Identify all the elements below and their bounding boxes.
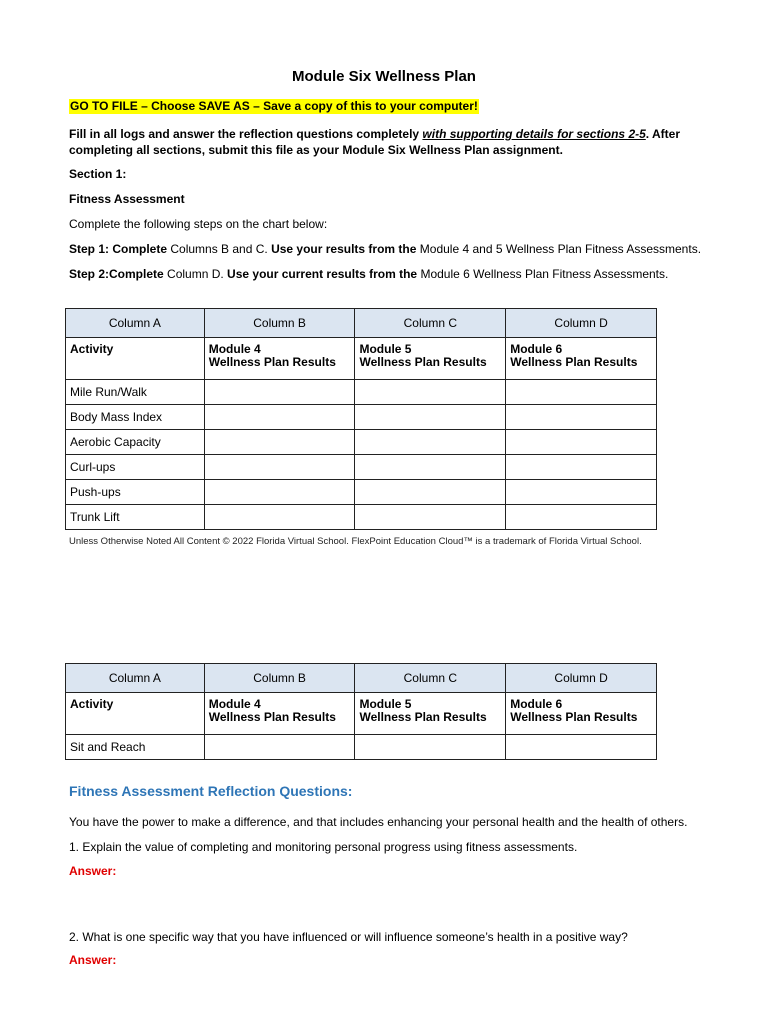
subheader-module-6-title: Module 6 bbox=[510, 342, 563, 356]
module-5-result-cell[interactable] bbox=[355, 430, 506, 455]
question-2: 2. What is one specific way that you have influenced or will influence someone’s health in a positive way? bbox=[69, 930, 628, 944]
instructions-part1: Fill in all logs and answer the reflection questions completely bbox=[69, 127, 423, 141]
subsection-label: Fitness Assessment bbox=[69, 192, 185, 206]
table-row bbox=[66, 430, 657, 455]
table-row bbox=[66, 505, 657, 530]
module-6-result-cell[interactable] bbox=[506, 735, 657, 760]
instructions bbox=[69, 126, 709, 158]
module-5-result-cell[interactable] bbox=[355, 480, 506, 505]
subheader-module-4 bbox=[204, 693, 355, 735]
activity-label: Push-ups bbox=[66, 480, 205, 505]
subheader-module-4-title: Module 4 bbox=[208, 342, 261, 356]
step-2-bold: Use your current results from the bbox=[227, 267, 418, 281]
step-2 bbox=[69, 266, 709, 282]
subheader-module-5-caption: Wellness Plan Results bbox=[359, 355, 487, 369]
activity-label: Sit and Reach bbox=[66, 735, 205, 760]
module-6-result-cell[interactable] bbox=[506, 480, 657, 505]
answer-2-label: Answer: bbox=[69, 953, 117, 967]
save-notice: GO TO FILE – Choose SAVE AS – Save a copy of this to your computer! bbox=[70, 99, 478, 113]
instructions-part2: . After completing all sections, submit this file as your Module Six Wellness Plan assignment. bbox=[69, 127, 681, 157]
activity-label: Aerobic Capacity bbox=[66, 430, 205, 455]
question-1: 1. Explain the value of completing and monitoring personal progress using fitness assessments. bbox=[69, 840, 578, 854]
module-4-result-cell[interactable] bbox=[204, 430, 355, 455]
subheader-module-6 bbox=[506, 338, 657, 380]
module-5-result-cell[interactable] bbox=[355, 380, 506, 405]
header-column-c: Column C bbox=[355, 309, 506, 338]
subheader-activity: Activity bbox=[66, 693, 205, 735]
table-subheader-row bbox=[66, 693, 657, 735]
instructions-emphasis: with supporting details for sections 2-5 bbox=[422, 127, 646, 141]
activity-label: Body Mass Index bbox=[66, 405, 205, 430]
subheader-module-4-caption: Wellness Plan Results bbox=[208, 710, 336, 724]
step-1-bold: Use your results from the bbox=[271, 242, 417, 256]
header-column-a: Column A bbox=[66, 309, 205, 338]
module-6-result-cell[interactable] bbox=[506, 405, 657, 430]
copyright-footer: Unless Otherwise Noted All Content © 2022 Florida Virtual School. FlexPoint Education Cloud™ is a trademark of Florida Virtual School. bbox=[69, 536, 642, 547]
module-4-result-cell[interactable] bbox=[204, 735, 355, 760]
activity-label: Trunk Lift bbox=[66, 505, 205, 530]
step-1-lead: Step 1: Complete bbox=[69, 242, 168, 256]
module-6-result-cell[interactable] bbox=[506, 505, 657, 530]
step-2-text1: Column D. bbox=[163, 267, 228, 281]
module-5-result-cell[interactable] bbox=[355, 735, 506, 760]
table-row bbox=[66, 455, 657, 480]
table-header-row bbox=[66, 309, 657, 338]
subheader-module-6 bbox=[506, 693, 657, 735]
reflection-heading: Fitness Assessment Reflection Questions: bbox=[69, 783, 353, 799]
subheader-module-6-title: Module 6 bbox=[510, 697, 563, 711]
subheader-module-5 bbox=[355, 693, 506, 735]
header-column-b: Column B bbox=[204, 309, 355, 338]
header-column-a: Column A bbox=[66, 664, 205, 693]
table-row bbox=[66, 735, 657, 760]
module-6-result-cell[interactable] bbox=[506, 455, 657, 480]
header-column-b: Column B bbox=[204, 664, 355, 693]
section-label: Section 1: bbox=[69, 167, 127, 181]
fitness-table bbox=[65, 308, 657, 530]
step-1-text2: Module 4 and 5 Wellness Plan Fitness Assessments. bbox=[416, 242, 702, 256]
activity-label: Curl-ups bbox=[66, 455, 205, 480]
module-4-result-cell[interactable] bbox=[204, 480, 355, 505]
step-1 bbox=[69, 241, 709, 257]
reflection-intro: You have the power to make a difference, and that includes enhancing your personal health and the health of others. bbox=[69, 815, 688, 829]
answer-1-label: Answer: bbox=[69, 864, 117, 878]
subheader-module-5-title: Module 5 bbox=[359, 342, 412, 356]
table-subheader-row bbox=[66, 338, 657, 380]
module-6-result-cell[interactable] bbox=[506, 430, 657, 455]
subheader-module-5-title: Module 5 bbox=[359, 697, 412, 711]
module-6-result-cell[interactable] bbox=[506, 380, 657, 405]
subheader-module-5-caption: Wellness Plan Results bbox=[359, 710, 487, 724]
subheader-module-4 bbox=[204, 338, 355, 380]
module-5-result-cell[interactable] bbox=[355, 405, 506, 430]
subheader-module-4-title: Module 4 bbox=[208, 697, 261, 711]
header-column-c: Column C bbox=[355, 664, 506, 693]
table-row bbox=[66, 405, 657, 430]
fitness-table-continued bbox=[65, 663, 657, 760]
module-4-result-cell[interactable] bbox=[204, 380, 355, 405]
step-2-lead: Step 2:Complete bbox=[69, 267, 164, 281]
subheader-activity: Activity bbox=[66, 338, 205, 380]
table-row bbox=[66, 380, 657, 405]
activity-label: Mile Run/Walk bbox=[66, 380, 205, 405]
step-2-text2: Module 6 Wellness Plan Fitness Assessments. bbox=[417, 267, 669, 281]
header-column-d: Column D bbox=[506, 309, 657, 338]
subheader-module-6-caption: Wellness Plan Results bbox=[510, 710, 638, 724]
steps-intro: Complete the following steps on the chart below: bbox=[69, 217, 328, 231]
table-row bbox=[66, 480, 657, 505]
subheader-module-4-caption: Wellness Plan Results bbox=[208, 355, 336, 369]
module-4-result-cell[interactable] bbox=[204, 505, 355, 530]
step-1-text1: Columns B and C. bbox=[167, 242, 272, 256]
page-title: Module Six Wellness Plan bbox=[292, 68, 476, 85]
header-column-d: Column D bbox=[506, 664, 657, 693]
table-header-row bbox=[66, 664, 657, 693]
module-5-result-cell[interactable] bbox=[355, 505, 506, 530]
subheader-module-6-caption: Wellness Plan Results bbox=[510, 355, 638, 369]
module-4-result-cell[interactable] bbox=[204, 455, 355, 480]
module-4-result-cell[interactable] bbox=[204, 405, 355, 430]
subheader-module-5 bbox=[355, 338, 506, 380]
module-5-result-cell[interactable] bbox=[355, 455, 506, 480]
